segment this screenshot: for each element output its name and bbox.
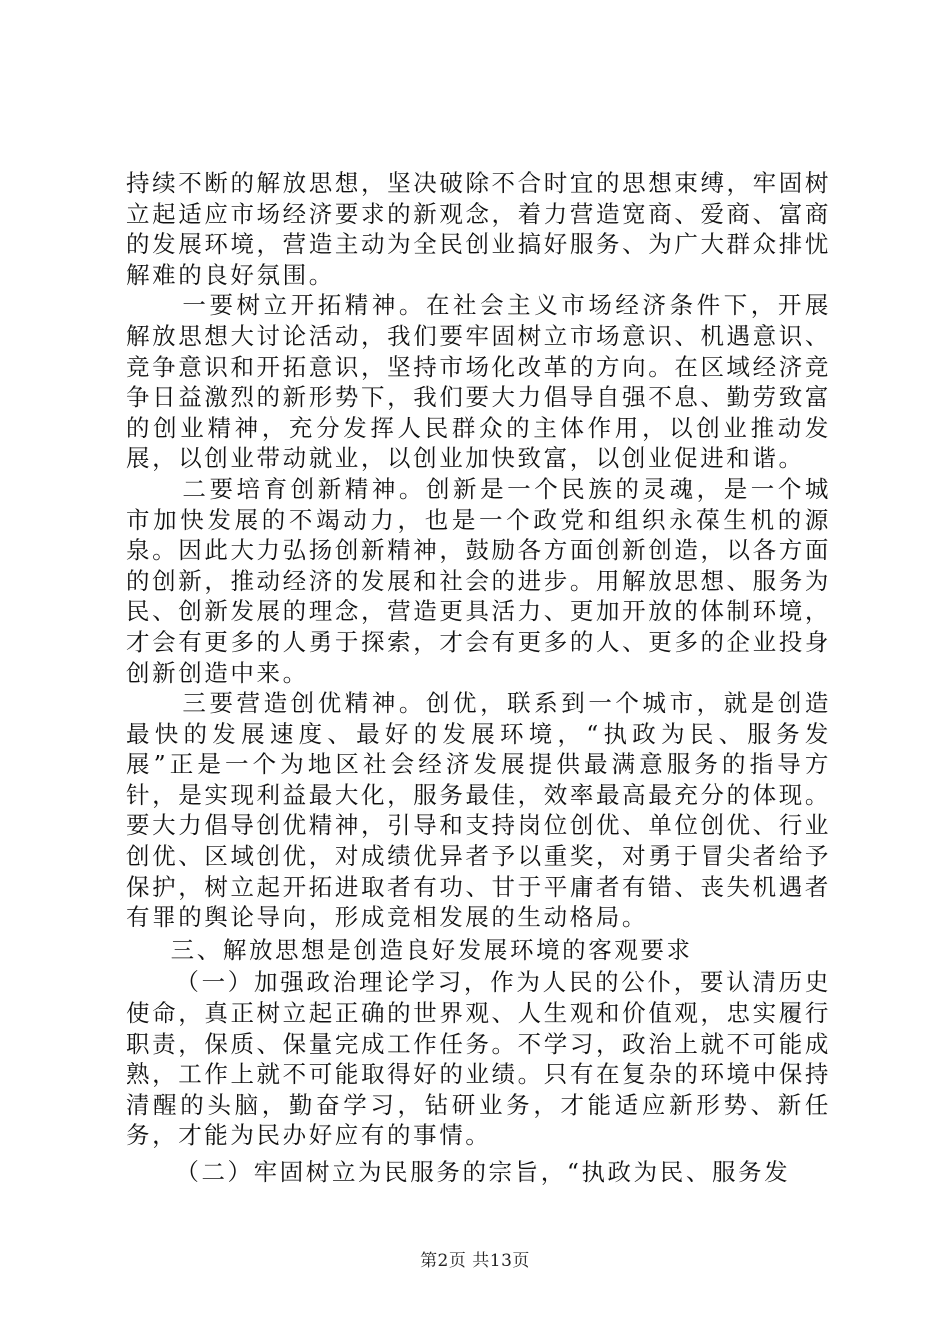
document-body <box>126 168 831 1188</box>
paragraph-continuation: 持续不断的解放思想，坚决破除不合时宜的思想束缚，牢固树立起适应市场经济要求的新观念，着力营造宽商、爱商、富商的发展环境，营造主动为全民创业搞好服务、为广大群众排忧解难的良好氛围。 <box>126 169 831 289</box>
paragraph-subsection-2: （二）牢固树立为民服务的宗旨，“执政为民、服务发 <box>175 1158 791 1186</box>
paragraph-pioneering-spirit: 一要树立开拓精神。在社会主义市场经济条件下，开展解放思想大讨论活动，我们要牢固树立市场意识、机遇意识、竞争意识和开拓意识，坚持市场化改革的方向。在区域经济竞争日益激烈的新形势下，我们要大力倡导自强不息、勤劳致富的创业精神，充分发挥人民群众的主体作用，以创业推动发展，以创业带动就业，以创业加快致富，以创业促进和谐。 <box>126 291 831 473</box>
paragraph-innovation-spirit: 二要培育创新精神。创新是一个民族的灵魂，是一个城市加快发展的不竭动力，也是一个政党和组织永葆生机的源泉。因此大力弘扬创新精神，鼓励各方面创新创造，以各方面的创新，推动经济的发展和社会的进步。用解放思想、服务为民、创新发展的理念，营造更具活力、更加开放的体制环境，才会有更多的人勇于探索，才会有更多的人、更多的企业投身创新创造中来。 <box>126 474 831 687</box>
section-heading: 三、解放思想是创造良好发展环境的客观要求 <box>170 935 693 964</box>
paragraph-subsection-1: （一）加强政治理论学习，作为人民的公仆，要认清历史使命，真正树立起正确的世界观、人生观和价值观，忠实履行职责，保质、保量完成工作任务。不学习，政治上就不可能成熟，工作上就不可能取得好的业绩。只有在复杂的环境中保持清醒的头脑，勤奋学习，钻研业务，才能适应新形势、新任务，才能为民办好应有的事情。 <box>126 968 831 1150</box>
page-number-footer: 第2页 共13页 <box>420 1251 530 1271</box>
paragraph-excellence-spirit: 三要营造创优精神。创优，联系到一个城市，就是创造最快的发展速度、最好的发展环境，“执政为民、服务发展”正是一个为地区社会经济发展提供最满意服务的指导方针，是实现利益最大化，服务最佳，效率最高最充分的体现。要大力倡导创优精神，引导和支持岗位创优、单位创优、行业创优、区域创优，对成绩优异者予以重奖，对勇于冒尖者给予保护，树立起开拓进取者有功、甘于平庸者有错、丧失机遇者有罪的舆论导向，形成竞相发展的生动格局。 <box>126 689 831 932</box>
